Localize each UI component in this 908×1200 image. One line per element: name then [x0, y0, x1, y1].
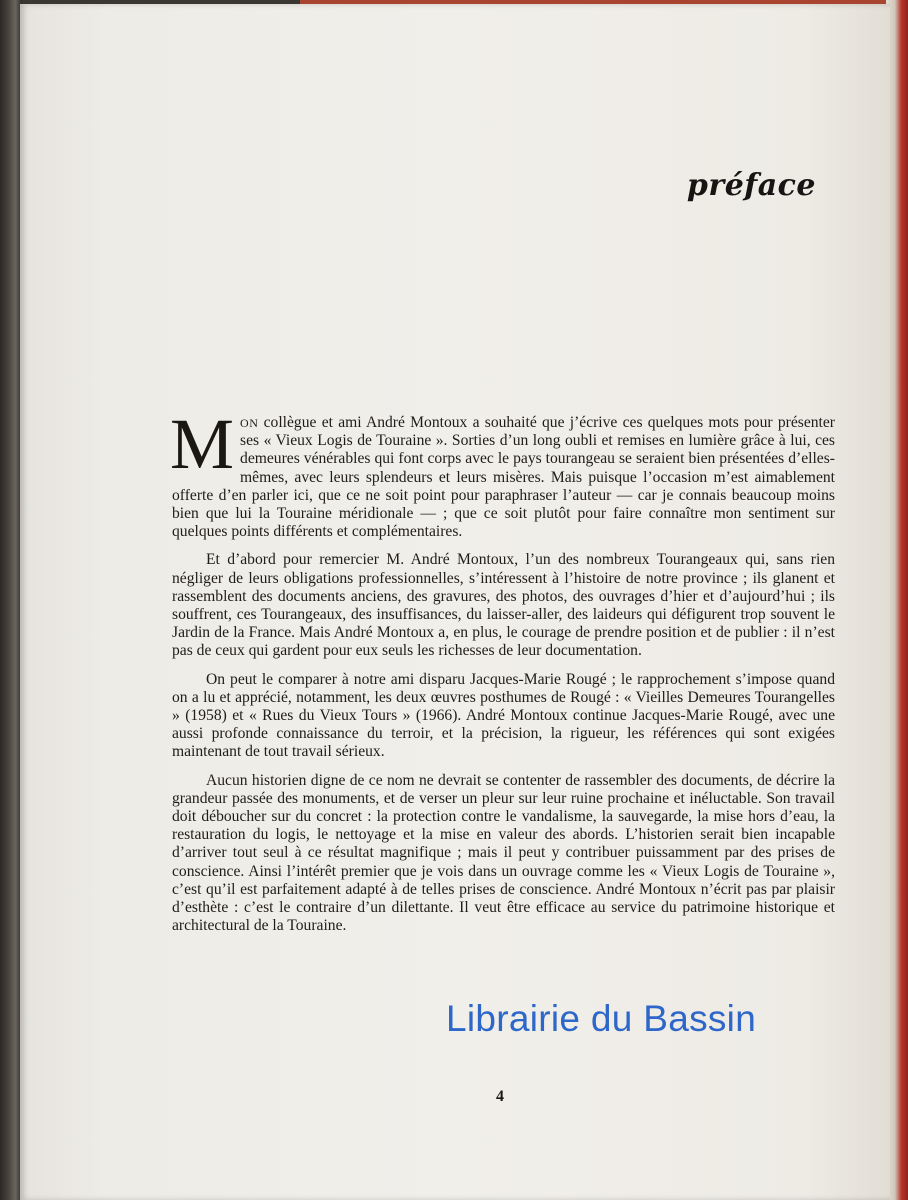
page-number: 4	[496, 1088, 504, 1105]
paragraph-1	[170, 404, 835, 541]
small-caps-word: ON	[240, 416, 259, 430]
paragraph-4: Aucun historien digne de ce nom ne devrait se contenter de rassembler des documents, de décrire la grandeur passée des monuments, et de verser un pleur sur leur ruine prochaine et inéluctable. Son travail doit déboucher sur du concret : la protection contre le vandalisme, la sauvegarde, la mise hors d’eau, la restauration du logis, le nettoyage et la mise en valeur des abords. L’historien serait bien incapable d’arriver tout seul à ce résultat magnifique ; mais il peut y contribuer puissamment par des prises de conscience. Ainsi l’intérêt premier que je vois dans un ouvrage comme les « Vieux Logis de Touraine », c’est qu’il est parfaitement adapté à de telles prises de conscience. André Montoux n’écrit pas par plaisir d’esthète : c’est le contraire d’un dilettante. Il veut être efficace au service du patrimoine historique et architectural de la Touraine.	[172, 771, 835, 935]
paragraph-1-text: collègue et ami André Montoux a souhaité que j’écrive ces quelques mots pour présenter ses « Vieux Logis de Touraine ». Sorties d’un long oubli et remises en lumière grâce à lui, ces demeures vénérables qui font corps avec le pays tourangeau se seraient bien présentées d’elles-mêmes, avec leurs splendeurs et leurs misères. Mais puisque l’occasion m’est aimablement offerte d’en parler ici, que ce ne soit point pour paraphraser l’auteur — car je connais beaucoup moins bien que lui la Touraine méridionale — ; que ce soit plutôt pour faire connaître mon sentiment sur quelques points différents et complémentaires.	[172, 414, 835, 541]
paragraph-2: Et d’abord pour remercier M. André Montoux, l’un des nombreux Tourangeaux qui, sans rien négliger de leurs obligations professionnelles, s’intéressent à l’histoire de notre province ; ils glanent et rassemblent des documents anciens, des gravures, des photos, des ouvrages d’hier et d’aujourd’hui ; ils souffrent, ces Tourangeaux, des insuffisances, du laisser-aller, des laideurs qui défigurent trop souvent le Jardin de la France. Mais André Montoux a, en plus, le courage de prendre position et de publier : il n’est pas de ceux qui gardent pour eux seuls les richesses de leur documentation.	[172, 551, 835, 660]
preface-body	[170, 404, 835, 945]
paragraph-3: On peut le comparer à notre ami disparu Jacques-Marie Rougé ; le rapprochement s’impose quand on a lu et apprécié, notamment, les deux œuvres posthumes de Rougé : « Vieilles Demeures Tourangelles » (1958) et « Rues du Vieux Tours » (1966). André Montoux continue Jacques-Marie Rougé, avec une aussi profonde connaissance du terroir, et la précision, la rigueur, les références qui sont exigées maintenant de tout travail sérieux.	[172, 670, 835, 761]
drop-cap: M	[170, 404, 235, 484]
page-title: préface	[686, 168, 816, 203]
seller-watermark: Librairie du Bassin	[446, 998, 757, 1039]
book-left-edge	[0, 0, 22, 1200]
